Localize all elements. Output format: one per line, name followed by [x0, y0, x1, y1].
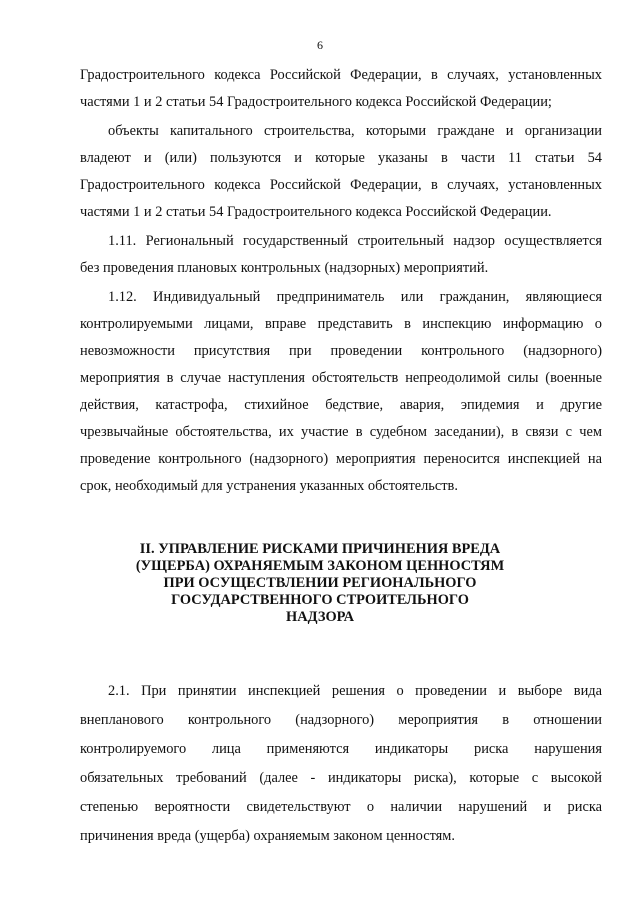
- objects-paragraph-line-3: Градостроительного кодекса Российской Федерации, в случаях, установленных: [80, 177, 602, 193]
- continuation-line-1: Градостроительного кодекса Российской Федерации, в случаях, установленных: [80, 67, 602, 83]
- paragraph-1-12-line-4: мероприятия в случае наступления обстоятельств непреодолимой силы (военные: [80, 370, 602, 386]
- section-heading-line-3: ПРИ ОСУЩЕСТВЛЕНИИ РЕГИОНАЛЬНОГО: [163, 575, 477, 591]
- paragraph-2-1-line-3: контролируемого лица применяются индикаторы риска нарушения: [80, 741, 602, 757]
- page-number: 6: [317, 38, 323, 52]
- section-heading-line-1: II. УПРАВЛЕНИЕ РИСКАМИ ПРИЧИНЕНИЯ ВРЕДА: [139, 541, 501, 557]
- paragraph-1-12-line-7: проведение контрольного (надзорного) мероприятия переносится инспекцией на: [80, 451, 602, 467]
- paragraph-1-12-line-1: 1.12. Индивидуальный предприниматель или гражданин, являющиеся: [108, 289, 602, 305]
- paragraph-1-12-line-8: срок, необходимый для устранения указанных обстоятельств.: [80, 478, 458, 494]
- continuation-line-2: частями 1 и 2 статьи 54 Градостроительного кодекса Российской Федерации;: [80, 94, 552, 110]
- paragraph-1-12-line-6: чрезвычайные обстоятельства, их участие в судебном заседании), в связи с чем: [80, 424, 602, 440]
- section-heading-line-5: НАДЗОРА: [286, 609, 354, 625]
- paragraph-1-12-line-3: невозможности присутствия при проведении контрольного (надзорного): [80, 343, 602, 359]
- paragraph-2-1-line-2: внепланового контрольного (надзорного) мероприятия в отношении: [80, 712, 602, 728]
- paragraph-2-1-line-1: 2.1. При принятии инспекцией решения о проведении и выборе вида: [108, 683, 602, 699]
- objects-paragraph-line-1: объекты капитального строительства, которыми граждане и организации: [108, 123, 602, 139]
- paragraph-1-12-line-5: действия, катастрофа, стихийное бедствие, авария, эпидемия и другие: [80, 397, 602, 413]
- objects-paragraph-line-4: частями 1 и 2 статьи 54 Градостроительного кодекса Российской Федерации.: [80, 204, 552, 220]
- section-heading-line-4: ГОСУДАРСТВЕННОГО СТРОИТЕЛЬНОГО: [171, 592, 469, 608]
- paragraph-2-1-line-4: обязательных требований (далее - индикаторы риска), которые с высокой: [80, 770, 602, 786]
- section-heading-line-2: (УЩЕРБА) ОХРАНЯЕМЫМ ЗАКОНОМ ЦЕННОСТЯМ: [135, 558, 505, 574]
- paragraph-1-12-line-2: контролируемыми лицами, вправе представить в инспекцию информацию о: [80, 316, 602, 332]
- paragraph-1-11-line-2: без проведения плановых контрольных (надзорных) мероприятий.: [80, 260, 489, 276]
- paragraph-2-1-line-5: степенью вероятности свидетельствуют о наличии нарушений и риска: [80, 799, 602, 815]
- objects-paragraph-line-2: владеют и (или) пользуются и которые указаны в части 11 статьи 54: [80, 150, 602, 166]
- paragraph-1-11-line-1: 1.11. Региональный государственный строительный надзор осуществляется: [108, 233, 602, 249]
- paragraph-2-1-line-6: причинения вреда (ущерба) охраняемым законом ценностям.: [80, 828, 455, 844]
